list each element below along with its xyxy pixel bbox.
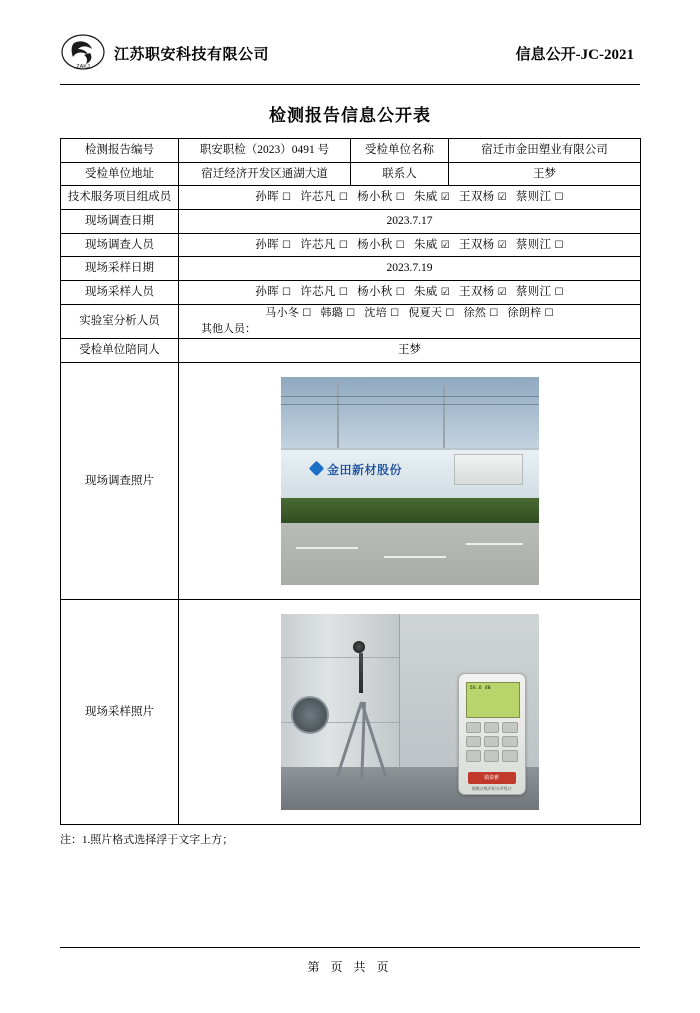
checkbox-icon[interactable]: ☑ bbox=[440, 239, 451, 251]
table-row bbox=[61, 599, 641, 824]
member-checkbox-item[interactable]: 杨小秋 ☐ bbox=[357, 191, 405, 204]
member-checkbox-item[interactable]: 孙晖 ☐ bbox=[255, 286, 292, 299]
member-checkbox-item[interactable]: 朱威 ☑ bbox=[414, 191, 451, 204]
photo-ground bbox=[281, 523, 539, 585]
table-row bbox=[61, 233, 641, 257]
member-checkbox-item[interactable]: 沈培 ☐ bbox=[364, 306, 400, 319]
contact-value: 王梦 bbox=[449, 162, 641, 186]
photo-meter-brand: 镇泰雅 bbox=[468, 772, 516, 784]
photo-truck bbox=[454, 454, 523, 485]
report-no-value: 职安职检（2023）0491 号 bbox=[179, 139, 351, 163]
survey-photo-cell bbox=[179, 362, 641, 599]
photo-microphone bbox=[353, 641, 365, 653]
table-row bbox=[61, 257, 641, 281]
member-checkbox-item[interactable]: 徐朗梓 ☐ bbox=[507, 306, 554, 319]
table-row bbox=[61, 304, 641, 339]
report-no-label: 检测报告编号 bbox=[61, 139, 179, 163]
member-checkbox-item[interactable]: 孙晖 ☐ bbox=[255, 191, 292, 204]
checkbox-icon[interactable]: ☐ bbox=[445, 307, 455, 319]
lab-staff-label: 实验室分析人员 bbox=[61, 304, 179, 339]
sample-date-value: 2023.7.19 bbox=[179, 257, 641, 281]
member-checkbox-item[interactable]: 蔡则江 ☐ bbox=[515, 238, 564, 251]
lab-members-list bbox=[179, 305, 640, 323]
client-name-label: 受检单位名称 bbox=[351, 139, 449, 163]
checkbox-icon[interactable]: ☐ bbox=[282, 192, 292, 204]
photo-fan bbox=[291, 696, 329, 734]
photo-meter-buttons bbox=[466, 722, 518, 762]
table-row bbox=[61, 339, 641, 363]
checkbox-icon[interactable]: ☐ bbox=[338, 192, 349, 204]
escort-value: 王梦 bbox=[179, 339, 641, 363]
checkbox-icon[interactable]: ☐ bbox=[554, 192, 564, 204]
checkbox-icon[interactable]: ☐ bbox=[554, 239, 564, 251]
sample-members-list bbox=[179, 281, 641, 305]
photo-mic-body bbox=[359, 653, 363, 693]
checkbox-icon[interactable]: ☐ bbox=[282, 239, 292, 251]
sample-photo-label: 现场采样照片 bbox=[61, 599, 179, 824]
member-checkbox-item[interactable]: 蔡则江 ☐ bbox=[515, 191, 564, 204]
member-checkbox-item[interactable]: 杨小秋 ☐ bbox=[357, 286, 405, 299]
checkbox-icon[interactable]: ☐ bbox=[346, 307, 356, 319]
escort-label: 受检单位陪同人 bbox=[61, 339, 179, 363]
team-members-list bbox=[179, 186, 641, 210]
photo-hedge bbox=[281, 498, 539, 525]
svg-text:ZAKJ: ZAKJ bbox=[76, 64, 90, 70]
document-page bbox=[0, 24, 700, 1013]
page-title: 检测报告信息公开表 bbox=[269, 106, 431, 125]
member-checkbox-item[interactable]: 许芯凡 ☐ bbox=[300, 238, 349, 251]
header-divider bbox=[60, 84, 640, 85]
team-label: 技术服务项目组成员 bbox=[61, 186, 179, 210]
photo-pole bbox=[337, 381, 339, 452]
checkbox-icon[interactable]: ☐ bbox=[338, 287, 349, 299]
sample-photo bbox=[281, 614, 539, 810]
checkbox-icon[interactable]: ☐ bbox=[544, 307, 554, 319]
table-row bbox=[61, 281, 641, 305]
table-row bbox=[61, 162, 641, 186]
checkbox-icon[interactable]: ☐ bbox=[390, 307, 400, 319]
photo-parking-line bbox=[384, 556, 446, 558]
table-row bbox=[61, 362, 641, 599]
table-row bbox=[61, 139, 641, 163]
header-left bbox=[60, 33, 269, 73]
checkbox-icon[interactable]: ☑ bbox=[497, 192, 507, 204]
photo-parking-line bbox=[296, 547, 358, 549]
sample-date-label: 现场采样日期 bbox=[61, 257, 179, 281]
checkbox-icon[interactable]: ☑ bbox=[497, 239, 507, 251]
client-name-value: 宿迁市金田塑业有限公司 bbox=[449, 139, 641, 163]
photo-parking-line bbox=[466, 543, 523, 545]
document-code: 信息公开-JC-2021 bbox=[515, 46, 634, 63]
table-row bbox=[61, 210, 641, 234]
photo-sky bbox=[281, 377, 539, 456]
contact-label: 联系人 bbox=[351, 162, 449, 186]
lab-staff-cell bbox=[179, 304, 641, 339]
photo-meter-lcd bbox=[466, 682, 520, 718]
table-note: 注：1.照片格式选择浮于文字上方； bbox=[60, 833, 234, 846]
photo-door bbox=[281, 614, 401, 767]
survey-photo bbox=[281, 377, 539, 585]
page-footer bbox=[60, 947, 640, 975]
sample-staff-label: 现场采样人员 bbox=[61, 281, 179, 305]
photo-brand-text: 金田新材股份 bbox=[326, 463, 402, 478]
company-name: 江苏职安科技有限公司 bbox=[114, 46, 270, 63]
survey-staff-label: 现场调查人员 bbox=[61, 233, 179, 257]
checkbox-icon[interactable]: ☐ bbox=[395, 239, 405, 251]
page-number: 第 页 共 页 bbox=[307, 960, 393, 974]
member-checkbox-item[interactable]: 韩璐 ☐ bbox=[320, 306, 356, 319]
checkbox-icon[interactable]: ☐ bbox=[302, 307, 312, 319]
photo-sound-level-meter bbox=[458, 673, 526, 795]
photo-meter-reading: 58.6 dB bbox=[469, 684, 491, 691]
survey-date-value: 2023.7.17 bbox=[179, 210, 641, 234]
footer-divider bbox=[60, 947, 640, 948]
client-addr-value: 宿迁经济开发区通湖大道 bbox=[179, 162, 351, 186]
report-info-table bbox=[60, 138, 641, 825]
checkbox-icon[interactable]: ☑ bbox=[497, 287, 507, 299]
member-checkbox-item[interactable]: 蔡则江 ☐ bbox=[515, 286, 564, 299]
checkbox-icon[interactable]: ☐ bbox=[395, 192, 405, 204]
member-checkbox-item[interactable]: 倪夏天 ☐ bbox=[408, 306, 455, 319]
other-staff-label: 其他人员： bbox=[201, 323, 256, 336]
page-header bbox=[60, 24, 640, 82]
member-checkbox-item[interactable]: 王双杨 ☑ bbox=[459, 286, 507, 299]
member-checkbox-item[interactable]: 徐然 ☐ bbox=[463, 306, 499, 319]
checkbox-icon[interactable]: ☐ bbox=[554, 287, 564, 299]
member-checkbox-item[interactable]: 孙晖 ☐ bbox=[255, 238, 292, 251]
checkbox-icon[interactable]: ☑ bbox=[440, 287, 451, 299]
member-checkbox-item[interactable]: 朱威 ☑ bbox=[414, 286, 451, 299]
member-checkbox-item[interactable]: 杨小秋 ☐ bbox=[357, 238, 405, 251]
survey-photo-label: 现场调查照片 bbox=[61, 362, 179, 599]
checkbox-icon[interactable]: ☐ bbox=[282, 287, 292, 299]
member-checkbox-item[interactable]: 朱威 ☑ bbox=[414, 238, 451, 251]
member-checkbox-item[interactable]: 许芯凡 ☐ bbox=[300, 191, 349, 204]
table-row bbox=[61, 186, 641, 210]
checkbox-icon[interactable]: ☐ bbox=[338, 239, 349, 251]
member-checkbox-item[interactable]: 许芯凡 ☐ bbox=[300, 286, 349, 299]
member-checkbox-item[interactable]: 王双杨 ☑ bbox=[459, 238, 507, 251]
photo-wire bbox=[281, 404, 539, 405]
client-addr-label: 受检单位地址 bbox=[61, 162, 179, 186]
survey-members-list bbox=[179, 233, 641, 257]
survey-date-label: 现场调查日期 bbox=[61, 210, 179, 234]
checkbox-icon[interactable]: ☑ bbox=[440, 192, 451, 204]
member-checkbox-item[interactable]: 马小冬 ☐ bbox=[265, 306, 312, 319]
checkbox-icon[interactable]: ☐ bbox=[489, 307, 499, 319]
photo-meter-subtext: 便携式噪声积分声级计 bbox=[471, 785, 512, 791]
sample-photo-cell bbox=[179, 599, 641, 824]
photo-wire bbox=[281, 396, 539, 397]
member-checkbox-item[interactable]: 王双杨 ☑ bbox=[459, 191, 507, 204]
company-logo-icon bbox=[60, 33, 106, 73]
checkbox-icon[interactable]: ☐ bbox=[395, 287, 405, 299]
